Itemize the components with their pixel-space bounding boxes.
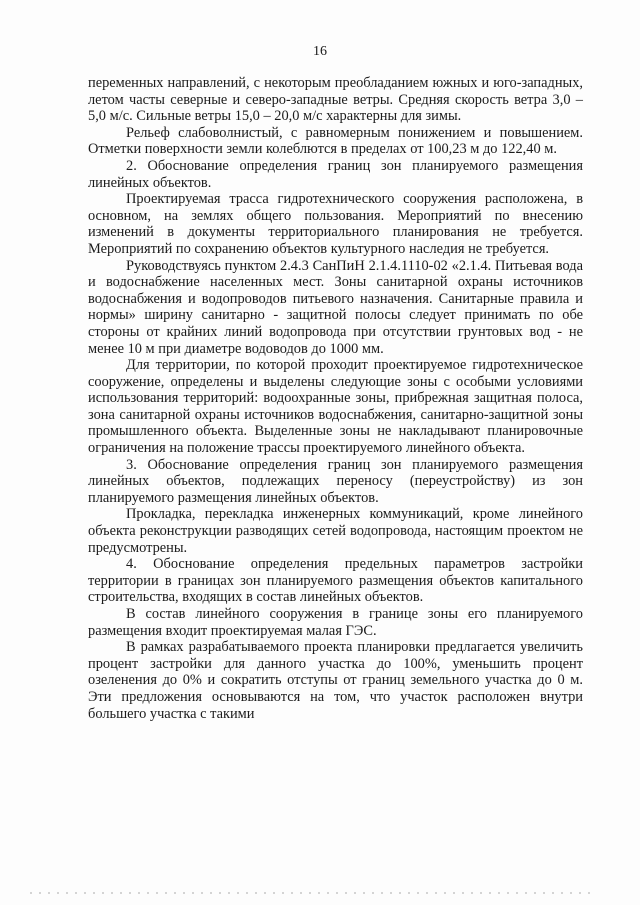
paragraph-route-location: Проектируемая трасса гидротехнического сооружения расположена, в основном, на землях общего пользования. Мероприятий по внесению изменений в документы территориального планирования не требуется. Мероприятий по сохранению объектов культурного наследия не требуется.	[88, 191, 583, 257]
section-heading-3: 3. Обоснование определения границ зон планируемого размещения линейных объектов, подлежащих переносу (переустройству) из зон планируемого размещения линейных объектов.	[88, 456, 583, 506]
page-number: 16	[313, 44, 327, 59]
scan-noise-line	[30, 892, 590, 894]
document-body	[88, 75, 583, 722]
section-heading-4: 4. Обоснование определения предельных параметров застройки территории в границах зон планируемого размещения объектов капитального строительства, входящих в состав линейных объектов.	[88, 556, 583, 606]
paragraph-sanpin: Руководствуясь пунктом 2.4.3 СанПиН 2.1.4.1110-02 «2.1.4. Питьевая вода и водоснабжение населенных мест. Зоны санитарной охраны источников водоснабжения и водопроводов питьевого назначения. Санитарные правила и нормы» ширину санитарно - защитной полосы следует принимать по обе стороны от крайних линий водопровода при отсутствии грунтовых вод - не менее 10 м при диаметре водоводов до 1000 мм.	[88, 257, 583, 357]
paragraph-utilities: Прокладка, перекладка инженерных коммуникаций, кроме линейного объекта реконструкции разводящих сетей водопровода, настоящим проектом не предусмотрены.	[88, 506, 583, 556]
paragraph-planning-proposal: В рамках разрабатываемого проекта планировки предлагается увеличить процент застройки для данного участка до 100%, уменьшить процент озеленения до 0% и сократить отступы от границ земельного участка до 0 м. Эти предложения основываются на том, что участок расположен внутри большего участка с такими	[88, 639, 583, 722]
paragraph-special-zones: Для территории, по которой проходит проектируемое гидротехническое сооружение, определены и выделены следующие зоны с особыми условиями использования территорий: водоохранные зоны, прибрежная защитная полоса, зона санитарной охраны источников водоснабжения, санитарно-защитной зоны промышленного объекта. Выделенные зоны не накладывают планировочные ограничения на положение трассы проектируемого линейного объекта.	[88, 357, 583, 457]
paragraph-relief: Рельеф слабоволнистый, с равномерным понижением и повышением. Отметки поверхности земли колеблются в пределах от 100,23 м до 122,40 м.	[88, 124, 583, 158]
section-heading-2: 2. Обоснование определения границ зон планируемого размещения линейных объектов.	[88, 157, 583, 191]
paragraph-wind-continuation: переменных направлений, с некоторым преобладанием южных и юго-западных, летом часты северные и северо-западные ветры. Средняя скорость ветра 3,0 – 5,0 м/с. Сильные ветры 15,0 – 20,0 м/с характерны для зимы.	[88, 75, 583, 125]
paragraph-hydro-plant: В состав линейного сооружения в границе зоны его планируемого размещения входит проектируемая малая ГЭС.	[88, 606, 583, 639]
